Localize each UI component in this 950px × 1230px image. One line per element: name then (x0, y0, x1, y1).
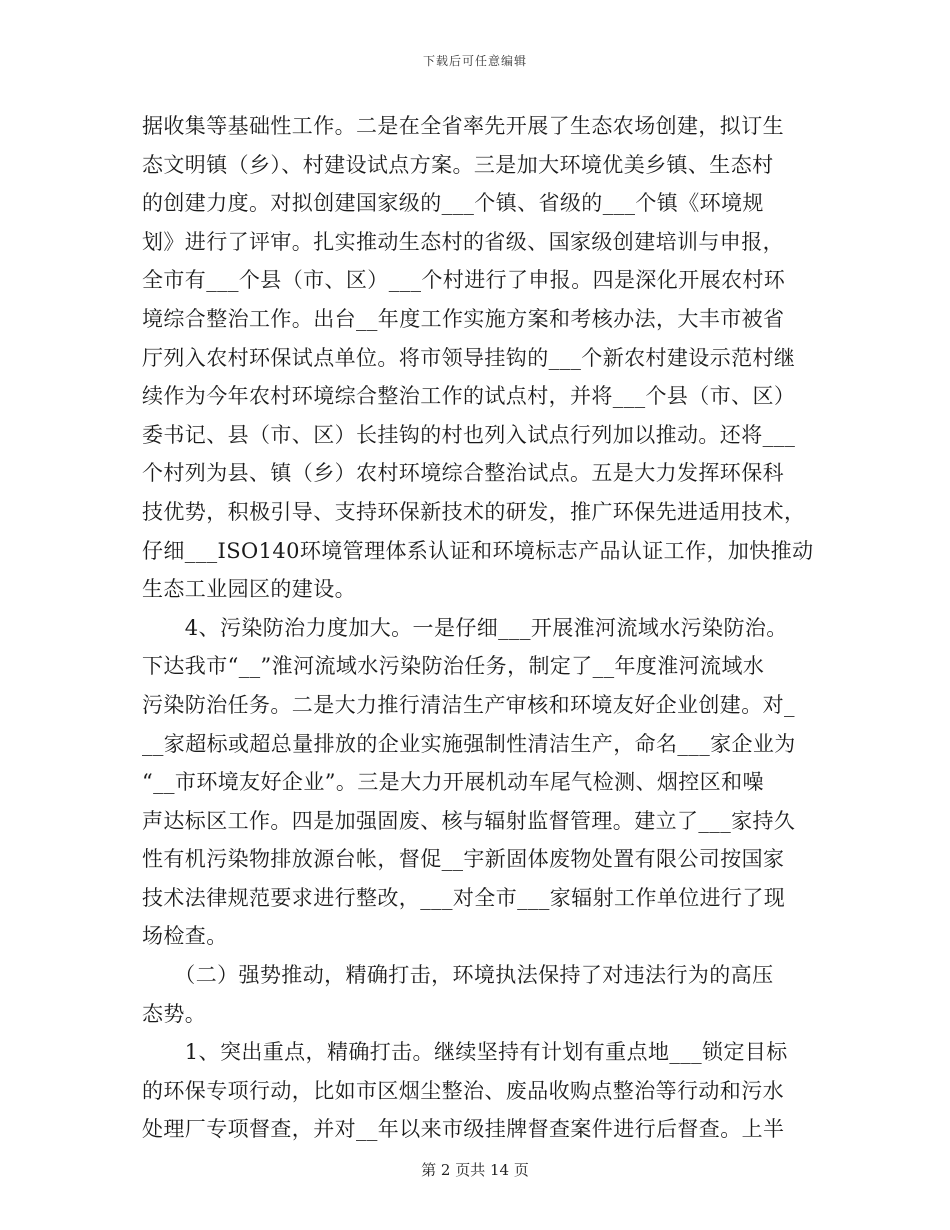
body-line: 划》进行了评审。扎实推动生态村的省级、国家级创建培训与申报， (142, 229, 784, 254)
body-line: 4、污染防治力度加大。一是仔细___开展淮河流域水污染防治。 (142, 615, 788, 640)
body-line: 个村列为县、镇（乡）农村环境综合整治试点。五是大力发挥环保科 (142, 461, 784, 486)
body-line: 的环保专项行动，比如市区烟尘整治、废品收购点整治等行动和污水 (142, 1078, 784, 1103)
body-line: 态势。 (142, 1001, 207, 1026)
body-line: 据收集等基础性工作。二是在全省率先开展了生态农场创建，拟订生 (142, 114, 784, 138)
body-line: 仔细___ISO140环境管理体系认证和环境标志产品认证工作，加快推动 (142, 538, 814, 563)
body-line: 的创建力度。对拟创建国家级的___个镇、省级的___个镇《环境规 (142, 191, 764, 216)
body-line: 技优势，积极引导、支持环保新技术的研发，推广环保先进适用技术， (142, 499, 806, 524)
body-line: 生态工业园区的建设。 (142, 577, 356, 602)
body-line: 污染防治任务。二是大力推行清洁生产审核和环境友好企业创建。对_ (142, 692, 795, 717)
body-line: “__市环境友好企业”。三是大力开展机动车尾气检测、烟控区和噪 (142, 770, 764, 795)
body-line: 全市有___个县（市、区）___个村进行了申报。四是深化开展农村环 (142, 268, 786, 293)
body-line: 境综合整治工作。出台__年度工作实施方案和考核办法，大丰市被省 (142, 306, 785, 331)
body-line: __家超标或超总量排放的企业实施强制性清洁生产，命名___家企业为 (142, 731, 796, 756)
body-line: 性有机污染物排放源台帐，督促__宇新固体废物处置有限公司按国家 (142, 847, 785, 872)
body-line: 态文明镇（乡）、村建设试点方案。三是加大环境优美乡镇、生态村 (142, 152, 774, 177)
body-line: 续作为今年农村环境综合整治工作的试点村，并将___个县（市、区） (142, 384, 796, 409)
body-line: 下达我市“__”淮河流域水污染防治任务，制定了__年度淮河流域水 (142, 654, 765, 679)
page-number-footer: 第 2 页共 14 页 (421, 1161, 529, 1179)
body-line: （二）强势推动，精确打击，环境执法保持了对违法行为的高压 (142, 963, 774, 988)
body-line: 场检查。 (142, 924, 228, 949)
page-header: 下载后可任意编辑 (422, 54, 527, 68)
body-line: 厅列入农村环保试点单位。将市领导挂钩的___个新农村建设示范村继 (142, 345, 796, 370)
body-line: 处理厂专项督查，并对__年以来市级挂牌督查案件进行后督查。上半 (142, 1117, 785, 1142)
document-body (142, 107, 812, 1149)
body-line: 技术法律规范要求进行整改，___对全市___家辐射工作单位进行了现 (142, 885, 786, 910)
body-line: 委书记、县（市、区）长挂钩的村也列入试点行列加以推动。还将___ (142, 422, 796, 447)
body-line: 1、突出重点，精确打击。继续坚持有计划有重点地___锁定目标 (142, 1040, 788, 1065)
body-line: 声达标区工作。四是加强固废、核与辐射监督管理。建立了___家持久 (142, 808, 796, 833)
